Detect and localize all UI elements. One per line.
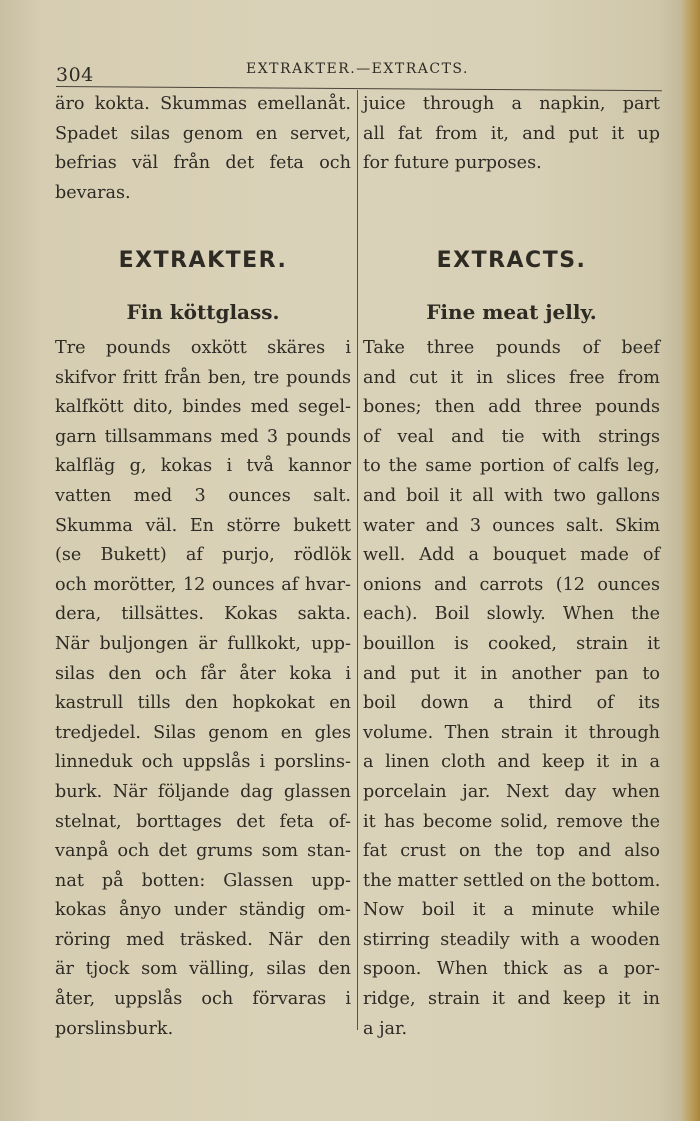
text-line: Take three pounds of beef [363,338,660,358]
text-line: Now boil it a minute while [363,900,660,921]
english-recipe-body [363,334,660,1044]
text-line: all fat from it, and put it up [363,123,660,144]
text-line: for future purposes. [363,153,542,174]
running-title: EXTRAKTER.—EXTRACTS. [246,61,469,77]
text-line: är tjock som välling, silas den [55,959,351,980]
text-line: dera, tillsättes. Kokas sakta. [55,604,351,625]
text-line: kokas ånyo under ständig om- [55,900,351,921]
text-line: kastrull tills den hopkokat en [55,693,351,714]
text-line: kalfkött dito, bindes med segel- [55,397,351,418]
text-line: och morötter, 12 ounces af hvar- [55,574,351,595]
text-line: skifvor fritt från ben, tre pounds [55,367,351,388]
english-section-heading: EXTRACTS. [436,248,587,273]
text-line: silas den och får åter koka i [55,663,351,684]
english-continuation [363,90,660,179]
text-line: to the same portion of calfs leg, [363,456,660,477]
text-line: När buljongen är fullkokt, upp- [55,633,351,654]
swedish-recipe-title: Fin köttglass. [126,300,280,324]
text-line: tredjedel. Silas genom en gles [55,722,351,743]
text-line: Skumma väl. En större bukett [55,515,351,536]
text-line: boil down a third of its [363,693,660,714]
text-line: the matter settled on the bottom. [363,870,661,891]
text-line: a linen cloth and keep it in a [363,752,660,773]
text-line: and cut it in slices free from [363,367,660,388]
text-line: volume. Then strain it through [363,722,660,743]
text-line: fat crust on the top and also [363,841,660,862]
text-line: ridge, strain it and keep it in [363,989,660,1010]
english-recipe-title: Fine meat jelly. [426,300,597,324]
text-line: Tre pounds oxkött skäres i [55,338,351,358]
text-line: onions and carrots (12 ounces [363,574,660,595]
text-line: bouillon is cooked, strain it [363,633,660,654]
swedish-section-heading: EXTRAKTER. [118,248,288,273]
text-line: äro kokta. Skummas emellanåt. [55,94,351,114]
text-line: bones; then add three pounds [363,397,660,418]
swedish-recipe-body [55,334,351,1044]
text-line: vanpå och det grums som stan- [55,841,351,862]
text-line: a jar. [363,1018,408,1039]
text-line: and put it in another pan to [363,663,660,684]
text-line: burk. När följande dag glassen [55,781,351,802]
text-line: spoon. When thick as a por- [363,959,660,980]
text-line: stirring steadily with a wooden [363,929,660,950]
text-line: porslinsburk. [55,1018,174,1039]
page-edge [682,0,700,1121]
page-number: 304 [56,64,94,86]
text-line: well. Add a bouquet made of [363,545,660,566]
text-line: water and 3 ounces salt. Skim [363,515,660,536]
text-line: stelnat, borttages det feta of- [55,811,351,832]
page-header [56,58,660,84]
text-line: and boil it all with two gallons [363,485,660,506]
text-line: vatten med 3 ounces salt. [55,485,351,506]
text-line: bevaras. [55,182,131,203]
swedish-column [55,90,351,208]
text-line: it has become solid, remove the [363,811,660,832]
swedish-continuation [55,90,351,208]
text-line: Spadet silas genom en servet, [55,123,351,144]
text-line: röring med träsked. När den [55,929,351,950]
column-divider [357,90,358,1030]
text-line: (se Bukett) af purjo, rödlök [55,545,351,566]
text-line: åter, uppslås och förvaras i [55,989,351,1010]
text-line: each). Boil slowly. When the [363,604,660,625]
text-line: nat på botten: Glassen upp- [55,870,351,891]
text-line: porcelain jar. Next day when [363,781,660,802]
english-column [363,90,660,179]
text-line: of veal and tie with strings [363,426,660,447]
text-line: kalfläg g, kokas i två kannor [55,456,351,477]
text-line: garn tillsammans med 3 pounds [55,426,351,447]
text-line: befrias väl från det feta och [55,153,351,174]
text-line: linneduk och uppslås i porslins- [55,752,351,773]
text-line: juice through a napkin, part [363,94,660,114]
